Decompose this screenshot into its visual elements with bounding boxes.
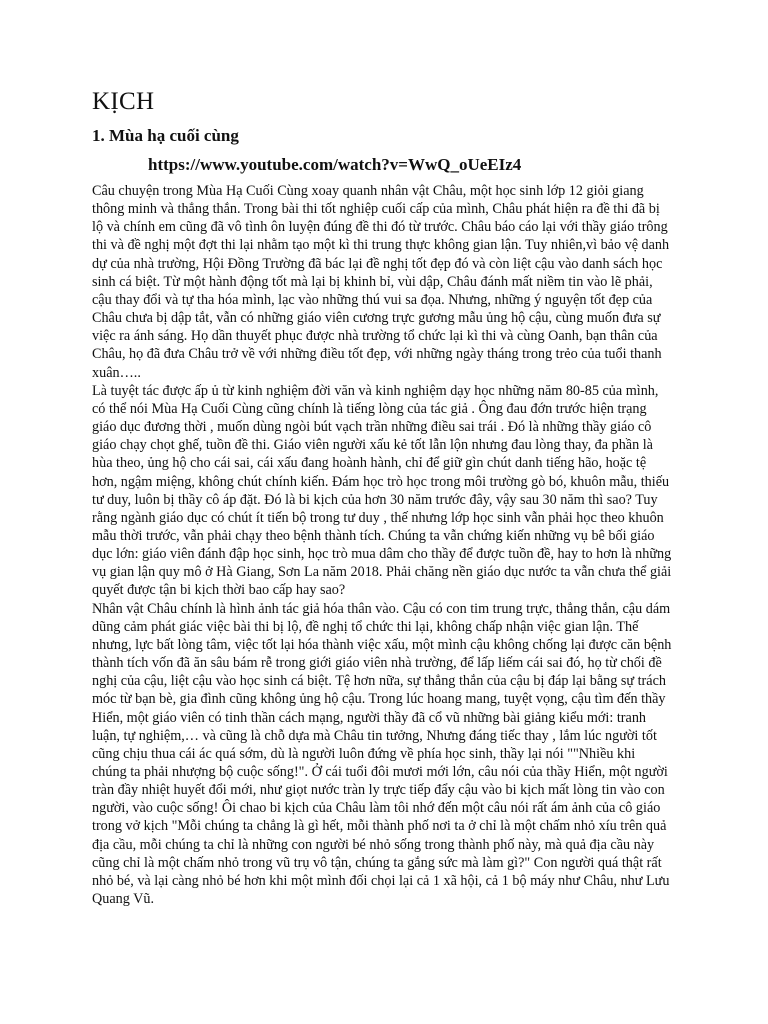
paragraph-summary: Câu chuyện trong Mùa Hạ Cuối Cùng xoay quanh nhân vật Châu, một học sinh lớp 12 giỏi giang thông minh và thẳng thắn. Trong bài thi tốt nghiệp cuối cấp của mình, Châu phát hiện ra đề thi đã bị lộ và chính em cũng đã vô tình ôn luyện đúng đề thi đó từ trước. Châu báo cáo lại với thầy giáo trông thi và đề nghị một đợt thi lại nhằm tạo một kì thi trung thực không gian lận. Tuy nhiên,vì bảo vệ danh dự của nhà trường, Hội Đồng Trường đã bác lại đề nghị tốt đẹp đó và còn liệt cậu vào danh sách học sinh cá biệt. Từ một hành động tốt mà lại bị khinh bỉ, vùi dập, Châu đánh mất niềm tin vào lẽ phải, cậu thay đổi và tự tha hóa mình, lạc vào những thú vui sa đọa. Nhưng, những ý nguyện tốt đẹp của Châu chưa bị dập tắt, vẫn có những giáo viên cương trực gương mẫu ủng hộ cậu, cùng muốn đưa sự việc ra ánh sáng. Họ dần thuyết phục được nhà trường tổ chức lại kì thi và cùng Oanh, bạn thân của Châu, họ đã đưa Châu trở về với những điều tốt đẹp, với những ngày tháng trong trẻo của tuổi thanh xuân….. (92, 183, 670, 381)
section-heading: 1. Mùa hạ cuối cùng (92, 126, 239, 145)
paragraph-character: Nhân vật Châu chính là hình ảnh tác giả hóa thân vào. Cậu có con tim trung trực, thẳng thắn, cậu dám dũng cảm phát giác việc bài thi bị lộ, đề nghị tổ chức thi lại, không chấp nhận việc gian lận. Thế nhưng, lực bất lòng tâm, việc tốt lại hóa thành việc xấu, một mình cậu không chống lại được căn bệnh thành tích vốn đã ăn sâu bám rễ trong giới giáo viên nhà trường, để lấp liếm cái sai đó, họ từ chối đề nghị của cậu, liệt cậu vào học sinh cá biệt. Tệ hơn nữa, sự thẳng thắn của cậu bị đáp lại bằng sự trách móc từ bạn bè, gia đình cũng không ủng hộ cậu. Trong lúc hoang mang, tuyệt vọng, cậu tìm đến thầy Hiển, một giáo viên có tinh thần cách mạng, người thầy đã cổ vũ những bài giảng kiểu mới: tranh luận, tự nghiệm,… và cũng là chỗ dựa mà Châu tin tưởng, Nhưng đáng tiếc thay , lắm lúc người tốt cũng chịu thua cái ác quá sớm, dù là người luôn đứng về phía học sinh, thầy lại nói ""Nhiều khi chúng ta phải nhượng bộ cuộc sống!". Ở cái tuổi đôi mươi mới lớn, câu nói của thầy Hiển, một người tràn đầy nhiệt huyết đổi mới, như giọt nước tràn ly trực tiếp đẩy cậu vào bi kịch mất lòng tin vào con người, vào cuộc sống! Ôi chao bi kịch của Châu làm tôi nhớ đến một câu nói rất ám ảnh của cô giáo trong vở kịch "Mỗi chúng ta chẳng là gì hết, mỗi thành phố nơi ta ở chỉ là một chấm nhỏ xíu trên quả địa cầu, mỗi chúng ta chỉ là những con người bé nhỏ sống trong thành phố này, mà quả địa cầu này cũng chỉ là một chấm nhỏ trong vũ trụ vô tận, chúng ta gắng sức mà làm gì?" Con người quá thật rất nhỏ bé, và lại càng nhỏ bé hơn khi một mình đối chọi lại cả 1 xã hội, cả 1 bộ máy như Châu, như Lưu Quang Vũ. (92, 600, 672, 908)
body-text (92, 182, 672, 908)
document-title: KỊCH (92, 88, 155, 115)
paragraph-context: Là tuyệt tác được ấp ủ từ kinh nghiệm đời văn và kinh nghiệm dạy học những năm 80-85 của mình, có thể nói Mùa Hạ Cuối Cùng cũng chính là tiếng lòng của tác giả . Ông đau đớn trước hiện trạng giáo dục đương thời , muốn dùng ngòi bút vạch trần những điều sai trái . Đó là những thầy giáo cô giáo chạy chọt ghế, tuồn đề thi. Giáo viên người xấu kẻ tốt lẫn lộn nhưng đau lòng thay, đa phần là hùa theo, ủng hộ cho cái sai, cái xấu đang hoành hành, chỉ để giữ gìn chút danh tiếng hão, hoặc tệ hơn, ngậm miệng, không chút chính kiến. Đám học trò học trong môi trường gò bó, khuôn mẫu, thiếu tư duy, luôn bị thầy cô áp đặt. Đó là bi kịch của hơn 30 năm trước đây, vậy sau 30 năm thì sao? Tuy rằng ngành giáo dục có chút ít tiến bộ trong tư duy , thế nhưng lớp học sinh vẫn phải học theo khuôn mẫu thời trước, vẫn phải chạy theo bệnh thành tích. Chúng ta vẫn chứng kiến những vụ bê bối giáo dục lớn: giáo viên đánh đập học sinh, học trò mua dâm cho thầy để được tuồn đề, hay to hơn là những vụ gian lận quy mô ở Hà Giang, Sơn La năm 2018. Phải chăng nền giáo dục nước ta vẫn chưa thể giải quyết được tận bi kịch thời bao cấp hay sao? (92, 382, 672, 599)
youtube-link[interactable]: https://www.youtube.com/watch?v=WwQ_oUeEIz4 (148, 155, 522, 174)
